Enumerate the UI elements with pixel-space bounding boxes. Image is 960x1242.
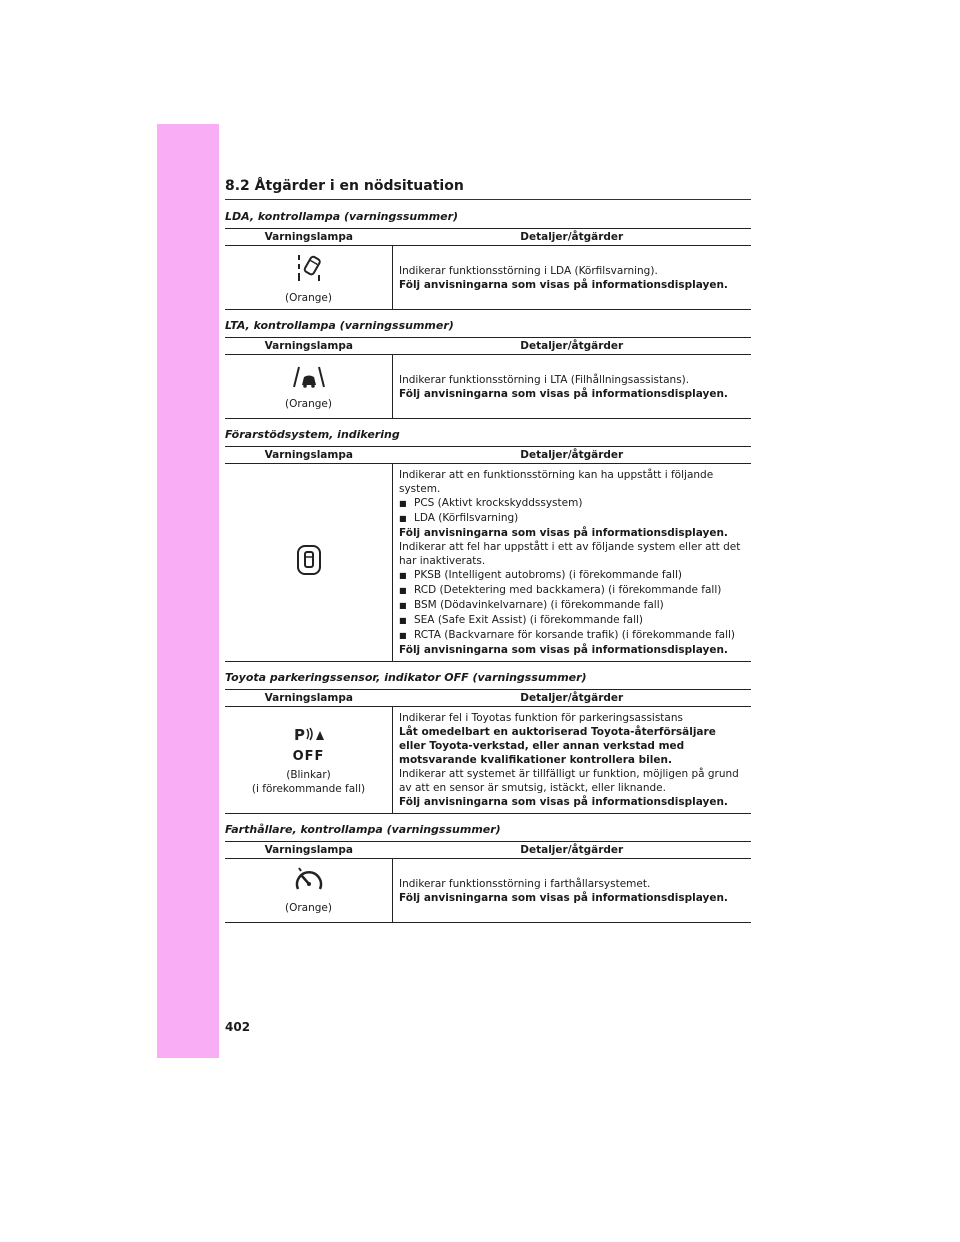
lamp-color-note: (Orange) (285, 291, 332, 304)
column-header-details: Detaljer/åtgärder (393, 338, 752, 355)
table-row (225, 707, 751, 814)
bullet-item: ■ LDA (Körfilsvarning) (399, 511, 745, 526)
detail-line: Följ anvisningarna som visas på informationsdisplayen. (399, 891, 728, 904)
bullet-item: ■ SEA (Safe Exit Assist) (i förekommande fall) (399, 613, 745, 628)
detail-line: Följ anvisningarna som visas på informationsdisplayen. (399, 527, 728, 539)
section-title: LTA, kontrollampa (varningssummer) (225, 319, 454, 332)
bullet-item: ■ RCD (Detektering med backkamera) (i förekommande fall) (399, 583, 745, 598)
bullet-item: ■ PKSB (Intelligent autobroms) (i förekommande fall) (399, 568, 745, 583)
lamp-availability-note: (i förekommande fall) (251, 783, 366, 795)
warning-table (225, 446, 751, 662)
svg-text:P: P (293, 726, 305, 744)
section-title: Förarstödsystem, indikering (225, 428, 400, 441)
details-cell (393, 859, 752, 923)
table-row (225, 246, 751, 310)
column-header-lamp: Varningslampa (225, 229, 393, 246)
column-header-details: Detaljer/åtgärder (393, 447, 752, 464)
column-header-details: Detaljer/åtgärder (393, 842, 752, 859)
lamp-cell (225, 707, 393, 814)
detail-line: Indikerar funktionsstörning i LTA (Filhållningsassistans). (399, 373, 690, 386)
detail-line: Indikerar funktionsstörning i farthållarsystemet. (399, 877, 651, 890)
detail-line: Följ anvisningarna som visas på informationsdisplayen. (399, 644, 728, 656)
lamp-color-note: (Blinkar) (286, 769, 331, 781)
lta-lane-tracing-icon (231, 363, 386, 395)
warning-table (225, 689, 751, 814)
warning-table (225, 841, 751, 923)
warning-table (225, 337, 751, 419)
lamp-cell (225, 859, 393, 923)
lamp-cell (225, 246, 393, 310)
parking-sensor-off-icon (231, 724, 386, 750)
driver-assist-system-icon (231, 543, 386, 581)
details-cell (393, 355, 752, 419)
detail-line: Följ anvisningarna som visas på informationsdisplayen. (399, 387, 728, 400)
detail-line: Följ anvisningarna som visas på informationsdisplayen. (399, 796, 728, 808)
detail-line: Indikerar att en funktionsstörning kan ha uppstått i följande system. (399, 469, 714, 495)
section-title: LDA, kontrollampa (varningssummer) (225, 210, 459, 223)
detail-line: Indikerar att fel har uppstått i ett av följande system eller att det har inaktiverats. (399, 541, 741, 567)
detail-line: Indikerar funktionsstörning i LDA (Körfilsvarning). (399, 264, 658, 277)
table-header-row (225, 338, 751, 355)
page-number: 402 (225, 1020, 251, 1034)
chapter-tab-sidebar (157, 124, 219, 1058)
page-header: 8.2 Åtgärder i en nödsituation (225, 178, 751, 200)
details-cell (393, 707, 752, 814)
lamp-cell (225, 355, 393, 419)
detail-line: Låt omedelbart en auktoriserad Toyota-återförsäljare eller Toyota-verkstad, eller annan verkstad med motsvarande kvalifikationer kontrollera bilen. (399, 726, 716, 766)
details-cell (393, 464, 752, 662)
column-header-lamp: Varningslampa (225, 447, 393, 464)
icon-label-off: OFF (292, 749, 325, 764)
detail-line: Indikerar att systemet är tillfälligt ur funktion, möjligen på grund av att en sensor är smutsig, istäckt, eller liknande. (399, 768, 739, 794)
column-header-details: Detaljer/åtgärder (393, 229, 752, 246)
detail-line: Följ anvisningarna som visas på informationsdisplayen. (399, 278, 728, 291)
table-header-row (225, 447, 751, 464)
lda-lane-departure-icon (231, 251, 386, 289)
table-header-row (225, 229, 751, 246)
table-row (225, 355, 751, 419)
column-header-lamp: Varningslampa (225, 690, 393, 707)
column-header-lamp: Varningslampa (225, 338, 393, 355)
detail-line: Indikerar fel i Toyotas funktion för parkeringsassistans (399, 712, 683, 724)
section-title: Farthållare, kontrollampa (varningssummer) (225, 823, 501, 836)
table-header-row (225, 690, 751, 707)
bullet-item: ■ RCTA (Backvarnare för korsande trafik) (i förekommande fall) (399, 628, 745, 643)
table-header-row (225, 842, 751, 859)
section-title: Toyota parkeringssensor, indikator OFF (varningssummer) (225, 671, 587, 684)
bullet-item: ■ PCS (Aktivt krockskyddssystem) (399, 496, 745, 511)
cruise-control-icon (231, 867, 386, 899)
content (225, 210, 751, 932)
column-header-details: Detaljer/åtgärder (393, 690, 752, 707)
lamp-color-note: (Orange) (285, 397, 332, 410)
column-header-lamp: Varningslampa (225, 842, 393, 859)
details-cell (393, 246, 752, 310)
warning-table (225, 228, 751, 310)
bullet-item: ■ BSM (Dödavinkelvarnare) (i förekommande fall) (399, 598, 745, 613)
lamp-color-note: (Orange) (285, 901, 332, 914)
lamp-cell (225, 464, 393, 662)
table-row (225, 859, 751, 923)
table-row (225, 464, 751, 662)
